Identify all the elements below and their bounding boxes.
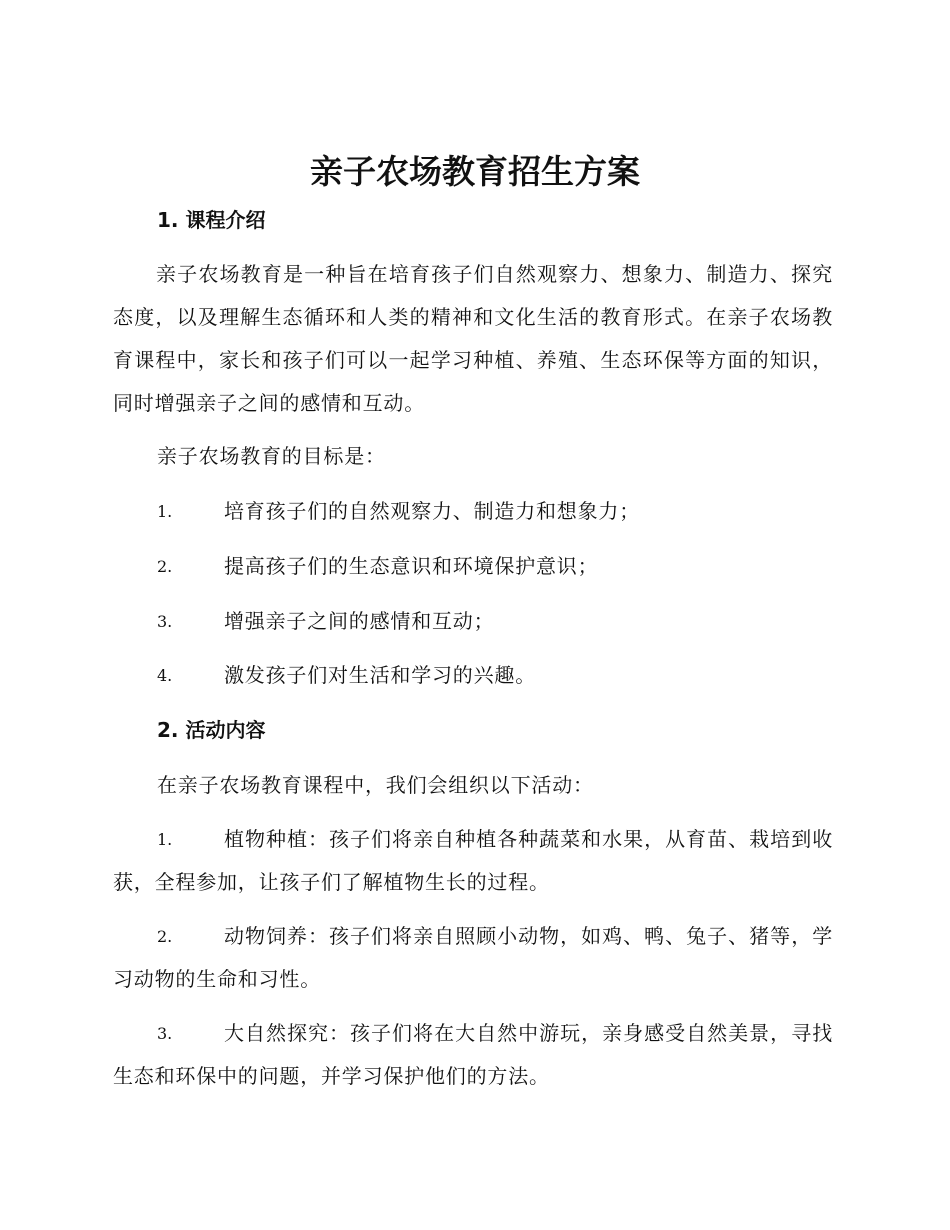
goal-list-item xyxy=(113,545,833,588)
document-title: 亲子农场教育招生方案 xyxy=(310,152,640,191)
list-item-text: 培育孩子们的自然观察力、制造力和想象力； xyxy=(224,499,640,523)
list-number: 2. xyxy=(157,557,173,576)
activity-list-item xyxy=(113,1012,833,1098)
list-item-text: 激发孩子们对生活和学习的兴趣。 xyxy=(224,663,536,687)
list-item-text: 动物饲养：孩子们将亲自照顾小动物，如鸡、鸭、兔子、猪等，学习动物的生命和习性。 xyxy=(113,924,833,991)
list-item-text: 提高孩子们的生态意识和环境保护意识； xyxy=(224,554,599,578)
section-heading-activities: 2. 活动内容 xyxy=(157,718,266,742)
list-number: 3. xyxy=(157,1024,173,1043)
activity-list-item xyxy=(113,818,833,904)
list-number: 4. xyxy=(157,666,173,685)
list-number: 1. xyxy=(157,830,173,849)
goal-list-item xyxy=(113,600,833,643)
goals-lead-text: 亲子农场教育的目标是： xyxy=(157,444,386,468)
list-item-text: 增强亲子之间的感情和互动； xyxy=(224,609,495,633)
activities-lead-text: 在亲子农场教育课程中，我们会组织以下活动： xyxy=(157,773,594,797)
goal-list-item xyxy=(113,490,833,533)
list-number: 2. xyxy=(157,927,173,946)
course-intro-paragraph: 亲子农场教育是一种旨在培育孩子们自然观察力、想象力、制造力、探究态度，以及理解生态循环和人类的精神和文化生活的教育形式。在亲子农场教育课程中，家长和孩子们可以一起学习种植、养殖、生态环保等方面的知识，同时增强亲子之间的感情和互动。 xyxy=(113,262,833,415)
section-heading-course-intro: 1. 课程介绍 xyxy=(157,208,266,232)
goal-list-item xyxy=(113,654,833,697)
list-item-text: 大自然探究：孩子们将在大自然中游玩，亲身感受自然美景，寻找生态和环保中的问题，并学习保护他们的方法。 xyxy=(113,1021,833,1088)
list-item-text: 植物种植：孩子们将亲自种植各种蔬菜和水果，从育苗、栽培到收获，全程参加，让孩子们了解植物生长的过程。 xyxy=(113,827,833,894)
list-number: 3. xyxy=(157,612,173,631)
list-number: 1. xyxy=(157,502,173,521)
activity-list-item xyxy=(113,915,833,1001)
